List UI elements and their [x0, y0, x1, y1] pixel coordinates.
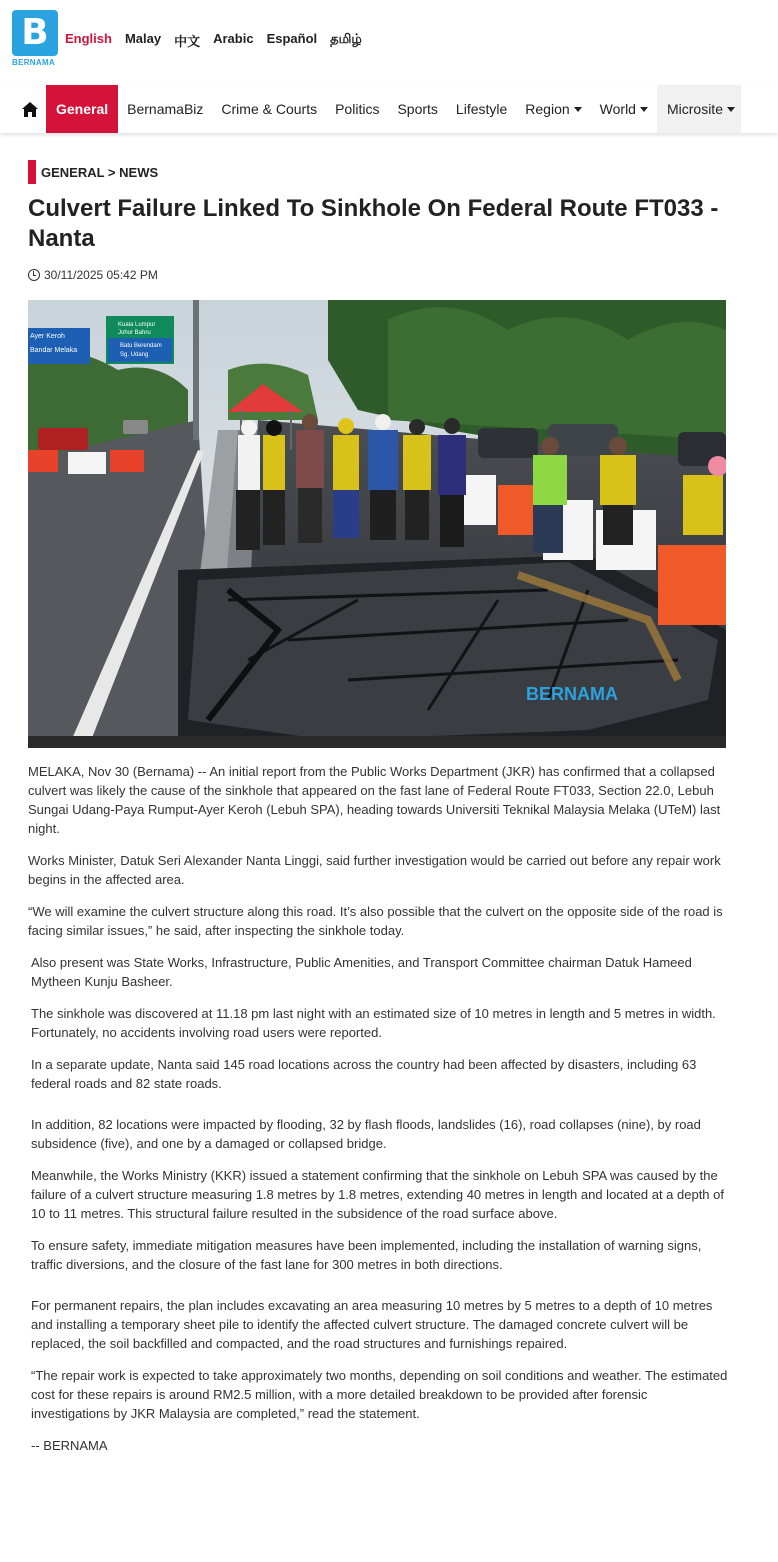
article-title: Culvert Failure Linked To Sinkhole On Federal Route FT033 - Nanta	[28, 195, 719, 252]
nav-bernamabiz[interactable]: BernamaBiz	[127, 101, 204, 117]
sign2-line4: Sg. Udang	[120, 352, 149, 358]
article-paragraph: In a separate update, Nanta said 145 road locations across the country had been affected by disasters, including 63 federal roads and 82 state roads.	[31, 1057, 697, 1091]
article-paragraph: “We will examine the culvert structure along this road. It’s also possible that the culvert on the opposite side of the road is facing similar issues,” he said, after inspecting the sinkhole today.	[28, 904, 723, 938]
lang-espanol[interactable]: Español	[266, 31, 318, 46]
article-body	[28, 762, 728, 1468]
sign1-line1: Ayer Keroh	[30, 333, 65, 340]
home-button[interactable]	[16, 85, 44, 133]
home-icon	[22, 102, 38, 117]
nav-region[interactable]	[516, 85, 590, 133]
bernama-logo[interactable]	[12, 10, 60, 66]
sinkhole-photo-illustration	[28, 300, 726, 748]
article-paragraph: In addition, 82 locations were impacted by flooding, 32 by flash floods, landslides (16), road collapses (nine), by road subsidence (five), and one by a damaged or collapsed bridge.	[31, 1117, 701, 1151]
article-datetime: 30/11/2025 05:42 PM	[44, 268, 158, 282]
breadcrumb-text[interactable]: GENERAL > NEWS	[41, 164, 159, 180]
article-photo	[28, 300, 726, 748]
lang-arabic[interactable]: Arabic	[213, 31, 254, 46]
article-byline: -- BERNAMA	[31, 1438, 108, 1453]
article-paragraph: “The repair work is expected to take approximately two months, depending on soil conditions and weather. The estimated cost for these repairs is around RM2.5 million, with a more detailed breakdown to be provided after forensic investigations by JKR Malaysia are completed,” read the statement.	[31, 1368, 728, 1421]
chevron-down-icon	[727, 107, 735, 112]
sign2-line1: Kuala Lumpur	[118, 322, 156, 328]
sign2-line2: Johor Bahru	[118, 330, 151, 336]
clock-icon	[28, 269, 40, 281]
article-paragraph: For permanent repairs, the plan includes excavating an area measuring 10 metres by 5 metres to a depth of 10 metres and installing a temporary sheet pile to identify the affected culvert structure. The damaged concrete culvert will be replaced, the soil backfilled and compacted, and the road structures and furnishings repaired.	[31, 1298, 713, 1351]
language-switcher	[65, 31, 362, 50]
article-paragraph: The sinkhole was discovered at 11.18 pm last night with an estimated size of 10 metres in length and 5 metres in width. Fortunately, no accidents involving road users were reported.	[31, 1006, 716, 1040]
article-date	[28, 268, 158, 282]
lang-chinese[interactable]: 中文	[174, 34, 201, 49]
article-paragraph: MELAKA, Nov 30 (Bernama) -- An initial report from the Public Works Department (JKR) has confirmed that a collapsed culvert was likely the cause of the sinkhole that appeared on the fast lane of Federal Route FT033, Section 22.0, Lebuh Sungai Udang-Paya Rumput-Ayer Keroh (Lebuh SPA), heading towards Universiti Teknikal Malaysia Melaka (UTeM) last night.	[28, 764, 721, 836]
lang-malay[interactable]: Malay	[124, 31, 162, 46]
article-paragraph: Works Minister, Datuk Seri Alexander Nanta Linggi, said further investigation would be carried out before any repair work begins in the affected area.	[28, 853, 721, 887]
breadcrumb-accent	[28, 160, 36, 184]
sign1-line2: Bandar Melaka	[30, 347, 78, 354]
logo-b-glyph: B	[21, 12, 49, 53]
chevron-down-icon	[640, 107, 648, 112]
photo-watermark: BERNAMA	[526, 684, 618, 704]
main-nav	[0, 85, 778, 133]
chevron-down-icon	[574, 107, 582, 112]
lang-tamil[interactable]: தமிழ்	[330, 31, 362, 46]
lang-english[interactable]: English	[65, 31, 112, 46]
nav-microsite[interactable]	[657, 85, 741, 133]
sign2-line3: Batu Berendam	[120, 343, 162, 349]
nav-lifestyle[interactable]: Lifestyle	[455, 101, 508, 117]
logo-text: BERNAMA	[12, 58, 55, 67]
nav-politics[interactable]: Politics	[335, 101, 380, 117]
nav-world[interactable]	[591, 85, 657, 133]
nav-region-label: Region	[525, 101, 570, 117]
nav-sports[interactable]: Sports	[397, 101, 438, 117]
breadcrumb	[28, 160, 158, 184]
article-paragraph: Also present was State Works, Infrastructure, Public Amenities, and Transport Committee chairman Datuk Hameed Mytheen Kunju Basheer.	[31, 955, 692, 989]
logo-mark	[12, 10, 58, 56]
nav-general[interactable]: General	[46, 85, 118, 133]
nav-world-label: World	[599, 101, 636, 117]
article-paragraph: Meanwhile, the Works Ministry (KKR) issued a statement confirming that the sinkhole on Lebuh SPA was caused by the failure of a culvert structure measuring 1.8 metres by 1.8 metres, extending 40 metres in length and located at a depth of 10 to 11 metres. This structural failure resulted in the subsidence of the road surface above.	[31, 1168, 724, 1221]
nav-crime-courts[interactable]: Crime & Courts	[221, 101, 318, 117]
article-paragraph: To ensure safety, immediate mitigation measures have been implemented, including the installation of warning signs, traffic diversions, and the closure of the fast lane for 300 metres in both directions.	[31, 1238, 702, 1272]
top-bar	[0, 0, 778, 84]
nav-microsite-label: Microsite	[666, 101, 723, 117]
